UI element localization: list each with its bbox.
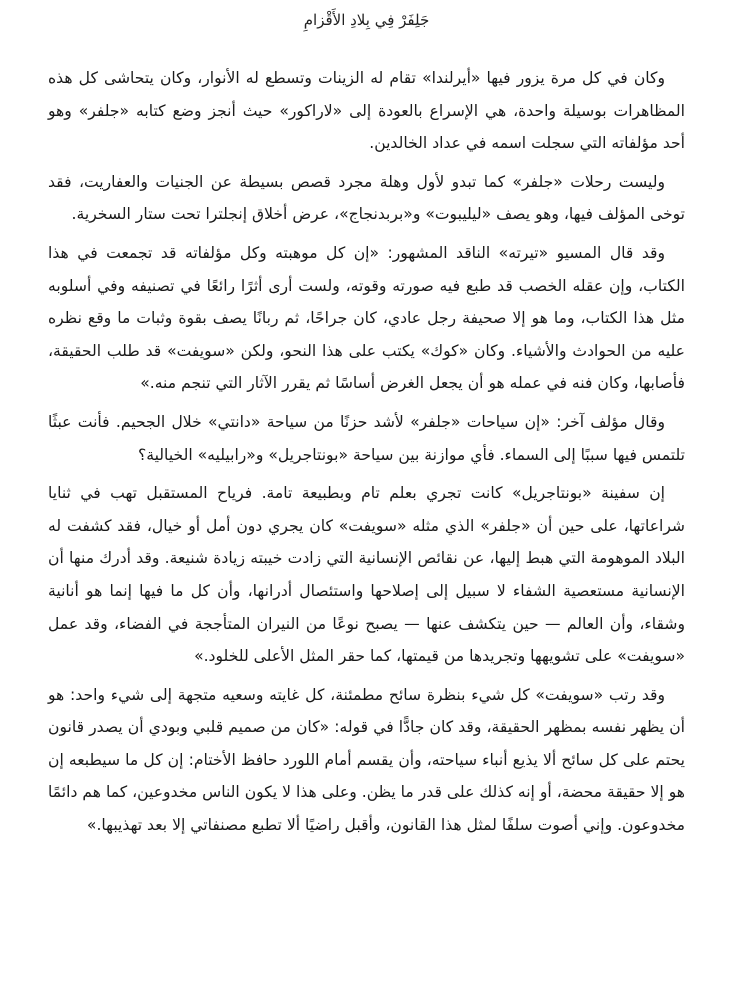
- body-text: [48, 62, 685, 848]
- running-header-title: جَلِفَرْ فِي بِلادِ الأَقْزامِ: [303, 11, 430, 29]
- paragraph: وقال مؤلف آخر: «إن سياحات «جلفر» لأشد حزنًا من سياحة «دانتي» خلال الجحيم. فأنت عبثًا تلتمس فيها سببًا إلى السماء. فأي موازنة بين سياحة «بونتاجريل» و«رابيليه» الخيالية؟: [48, 412, 685, 464]
- paragraph: وقد رتب «سويفت» كل شيء بنظرة سائح مطمئنة، كل غايته وسعيه متجهة إلى شيء واحد: هو أن يظهر نفسه بمظهر الحقيقة، وقد كان جادًّا في قوله: «كان من صميم قلبي وبودي أن يصدر قانون يحتم على كل سائح ألا يذيع أنباء سياحته، وأن يقسم أمام اللورد حافظ الأختام: إن كل ما سيطبعه إن هو إلا حقيقة محضة، أو إنه كذلك على قدر ما يظن. وعلى هذا لا يكون الناس مخدوعين، كما هم دائمًا مخدوعون. وإني أصوت سلفًا لمثل هذا القانون، وأقبل راضيًا ألا تطبع مصنفاتي إلا بعد تهذيبها.»: [48, 685, 685, 835]
- paragraph: وقد قال المسيو «تيرته» الناقد المشهور: «إن كل موهبته وكل مؤلفاته قد تجمعت في هذا الكتاب، وإن عقله الخصب قد طبع فيه صورته وقوته، ولست أرى أثرًا رائعًا في تصنيفه وفي أسلوبه مثل هذا الكتاب، وما هو إلا صحيفة رجل عادي، كان جراحًا، ثم ربانًا يصف بقوة وثبات ما وقع نظره عليه من الحوادث والأشياء. وكان «كوك» يكتب على هذا النحو، ولكن «سويفت» قد طلب الحقيقة، فأصابها، وكان فنه في عمله هو أن يجعل الغرض أساسًا ثم يقرر الآثار التي تنجم منه.»: [48, 243, 685, 393]
- paragraph: وليست رحلات «جلفر» كما تبدو لأول وهلة مجرد قصص بسيطة عن الجنيات والعفاريت، فقد توخى المؤلف فيها، وهو يصف «ليليبوت» و«بربدنجاج»، عرض أخلاق إنجلترا تحت ستار السخرية.: [48, 172, 685, 224]
- paragraph: إن سفينة «بونتاجريل» كانت تجري بعلم تام وبطبيعة تامة. فرياح المستقبل تهب في ثنايا شراعاتها، على حين أن «جلفر» الذي مثله «سويفت» كان يجري دون أمل أو خيال، فقد كشفت له البلاد الموهومة التي هبط إليها، عن نقائص الإنسانية التي زادت خيبته زيادة شنيعة. وقد أدرك منها أن الإنسانية مستعصية الشفاء لا سبيل إلى إصلاحها واستئصال أدرانها، وأن كل ما فيها إنما هو أنانية وشقاء، وأن العالم — حين يتكشف عنها — يصبح نوعًا من النيران المتأججة في الفضاء، وقد عمل «سويفت» على تشويهها وتجريدها من قيمتها، كما حقر المثل الأعلى للخلود.»: [48, 484, 685, 666]
- paragraph: وكان في كل مرة يزور فيها «أيرلندا» تقام له الزينات وتسطع له الأنوار، وكان يتحاشى كل هذه المظاهرات بوسيلة واحدة، هي الإسراع بالعودة إلى «لاراكور» حيث أنجز وضع كتابه «جلفر» وهو أحد مؤلفاته التي سجلت اسمه في عداد الخالدين.: [48, 69, 685, 153]
